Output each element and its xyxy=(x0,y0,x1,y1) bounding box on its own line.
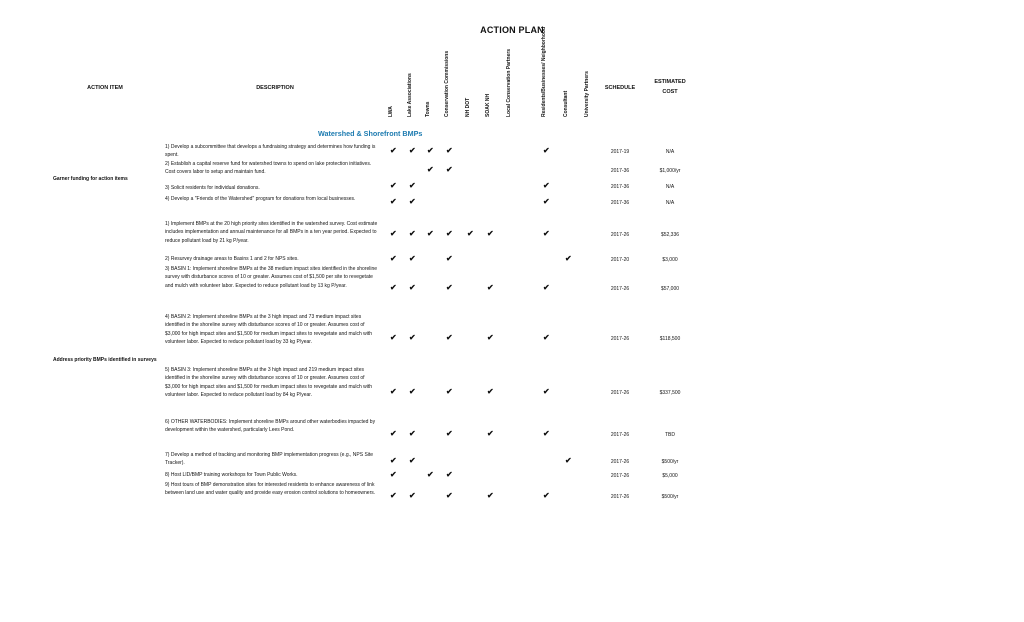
header-partner: SOAK NH xyxy=(485,93,491,117)
check-icon: ✔ xyxy=(446,429,453,438)
header-action-item: ACTION ITEM xyxy=(87,85,123,91)
check-icon: ✔ xyxy=(565,456,572,465)
row-description: 2) Resurvey drainage areas to Basins 1 and 2 for NPS sites. xyxy=(165,256,299,262)
row-cost: $5,000 xyxy=(662,473,678,479)
row-description: 2) Establish a capital reserve fund for watershed towns to spend on lake protection initiatives. Cost covers labor to setup and maintain fund. xyxy=(165,161,372,176)
check-icon: ✔ xyxy=(390,387,397,396)
row-cost: $52,336 xyxy=(660,232,680,238)
row-description: 3) BASIN 1: Implement shoreline BMPs at the 38 medium impact sites identified in the shoreline survey with disturbance scores of 10 or greater. Assumes cost of $1,500 per site to revegetate and mulch with volunteer labor. Expected to reduce pollutant load by 13 kg P/year. xyxy=(165,266,378,289)
check-icon: ✔ xyxy=(390,146,397,155)
check-icon: ✔ xyxy=(446,229,453,238)
row-cost: TBD xyxy=(665,432,675,438)
header-partner: Conservation Commissions xyxy=(444,50,450,117)
check-icon: ✔ xyxy=(487,229,494,238)
check-icon: ✔ xyxy=(487,491,494,500)
check-icon: ✔ xyxy=(409,333,416,342)
row-schedule: 2017-20 xyxy=(610,257,630,263)
page-title: ACTION PLAN xyxy=(480,25,544,35)
row-schedule: 2017-26 xyxy=(610,459,630,465)
check-icon: ✔ xyxy=(409,181,416,190)
header-partner: Residents/Businesses/ Neighborhood xyxy=(541,26,547,117)
check-icon: ✔ xyxy=(446,387,453,396)
group-label-bmps: Address priority BMPs identified in surveys xyxy=(53,357,157,363)
check-icon: ✔ xyxy=(487,387,494,396)
header-partner: LWA xyxy=(388,106,394,117)
check-icon: ✔ xyxy=(409,254,416,263)
row-schedule: 2017-26 xyxy=(610,336,630,342)
group-label-funding: Garner funding for action items xyxy=(53,176,128,182)
check-icon: ✔ xyxy=(427,470,434,479)
check-icon: ✔ xyxy=(467,229,474,238)
row-schedule: 2017-26 xyxy=(610,232,630,238)
header-schedule: SCHEDULE xyxy=(604,85,636,91)
check-icon: ✔ xyxy=(565,254,572,263)
check-icon: ✔ xyxy=(390,197,397,206)
check-icon: ✔ xyxy=(390,254,397,263)
check-icon: ✔ xyxy=(390,491,397,500)
header-description: DESCRIPTION xyxy=(256,85,294,91)
check-icon: ✔ xyxy=(390,229,397,238)
header-partner: University Partners xyxy=(584,71,590,117)
check-icon: ✔ xyxy=(446,283,453,292)
check-icon: ✔ xyxy=(446,165,453,174)
header-partner: Lake Associations xyxy=(407,73,413,117)
check-icon: ✔ xyxy=(543,333,550,342)
row-cost: $500/yr xyxy=(661,494,679,500)
row-schedule: 2017-36 xyxy=(610,168,630,174)
row-schedule: 2017-19 xyxy=(610,149,630,155)
row-schedule: 2017-26 xyxy=(610,494,630,500)
row-description: 5) BASIN 3: Implement shoreline BMPs at the 3 high impact and 219 medium impact sites identified in the shoreline survey with disturbance scores of 10 or greater. Assumes cost of $3,000 for high impact sites and $1,500 for medium impact sites to revegetate and mulch with volunteer labor. Expected to reduce pollutant load by 84 kg P/year. xyxy=(165,367,373,399)
row-cost: N/A xyxy=(665,149,675,155)
row-cost: $3,000 xyxy=(662,257,678,263)
row-description: 8) Host LID/BMP training workshops for Town Public Works. xyxy=(165,472,298,478)
check-icon: ✔ xyxy=(390,181,397,190)
check-icon: ✔ xyxy=(543,429,550,438)
check-icon: ✔ xyxy=(446,146,453,155)
row-description: 7) Develop a method of tracking and monitoring BMP implementation progress (e.g., NPS Site Tracker). xyxy=(165,452,374,467)
row-schedule: 2017-26 xyxy=(610,390,630,396)
check-icon: ✔ xyxy=(409,283,416,292)
check-icon: ✔ xyxy=(390,429,397,438)
row-schedule: 2017-26 xyxy=(610,432,630,438)
row-description: 1) Implement BMPs at the 20 high priority sites identified in the watershed survey. Cost estimate includes implementation and annual maintenance for all BMPs in a ten year period. Expected to reduce pollutant load by 21 kg P/year. xyxy=(165,221,378,244)
check-icon: ✔ xyxy=(446,333,453,342)
header-partner: Consultant xyxy=(563,90,569,117)
header-partner: Local Conservation Partners xyxy=(506,48,512,117)
section-title: Watershed & Shorefront BMPs xyxy=(318,129,423,138)
row-cost: $57,000 xyxy=(660,286,680,292)
check-icon: ✔ xyxy=(409,229,416,238)
check-icon: ✔ xyxy=(390,283,397,292)
check-icon: ✔ xyxy=(487,333,494,342)
check-icon: ✔ xyxy=(409,429,416,438)
header-cost-line2: COST xyxy=(662,89,678,95)
row-schedule: 2017-26 xyxy=(610,473,630,479)
row-description: 1) Develop a subcommittee that develops a fundraising strategy and determines how funding is spent. xyxy=(165,144,376,159)
row-description: 4) Develop a "Friends of the Watershed" program for donations from local businesses. xyxy=(165,196,356,202)
check-icon: ✔ xyxy=(427,165,434,174)
check-icon: ✔ xyxy=(446,470,453,479)
row-schedule: 2017-26 xyxy=(610,286,630,292)
check-icon: ✔ xyxy=(543,229,550,238)
header-cost-line1: ESTIMATED xyxy=(654,79,686,85)
check-icon: ✔ xyxy=(409,491,416,500)
row-schedule: 2017-36 xyxy=(610,200,630,206)
row-description: 9) Host tours of BMP demonstration sites for interested residents to enhance awareness of link between land use and water quality and provide easy erosion control solutions to homeowners. xyxy=(165,482,376,497)
check-icon: ✔ xyxy=(409,456,416,465)
check-icon: ✔ xyxy=(390,470,397,479)
row-description: 6) OTHER WATERBODIES: Implement shoreline BMPs around other waterbodies impacted by development within the watershed, particularly Lees Pond. xyxy=(165,419,376,434)
check-icon: ✔ xyxy=(427,229,434,238)
row-cost: $118,500 xyxy=(659,336,681,342)
check-icon: ✔ xyxy=(543,197,550,206)
row-schedule: 2017-36 xyxy=(610,184,630,190)
check-icon: ✔ xyxy=(487,429,494,438)
header-partner: Towns xyxy=(425,101,431,117)
row-description: 3) Solicit residents for individual donations. xyxy=(165,185,260,191)
check-icon: ✔ xyxy=(543,181,550,190)
check-icon: ✔ xyxy=(390,333,397,342)
check-icon: ✔ xyxy=(409,387,416,396)
header-partner: NH DOT xyxy=(465,97,471,117)
check-icon: ✔ xyxy=(543,491,550,500)
check-icon: ✔ xyxy=(487,283,494,292)
row-cost: $337,500 xyxy=(659,390,681,396)
check-icon: ✔ xyxy=(446,491,453,500)
row-description: 4) BASIN 2: Implement shoreline BMPs at the 3 high impact and 73 medium impact sites identified in the shoreline survey with disturbance scores of 10 or greater. Assumes cost of $3,000 for high impact sites and $1,500 for medium impact sites to revegetate and mulch with volunteer labor. Expected to reduce pollutant load by 33 kg P/year. xyxy=(165,314,373,346)
check-icon: ✔ xyxy=(543,146,550,155)
row-cost: N/A xyxy=(665,200,675,206)
check-icon: ✔ xyxy=(427,146,434,155)
row-cost: $500/yr xyxy=(661,459,679,465)
check-icon: ✔ xyxy=(390,456,397,465)
check-icon: ✔ xyxy=(446,254,453,263)
check-icon: ✔ xyxy=(409,146,416,155)
check-icon: ✔ xyxy=(543,283,550,292)
check-icon: ✔ xyxy=(409,197,416,206)
check-icon: ✔ xyxy=(543,387,550,396)
row-cost: N/A xyxy=(665,184,675,190)
row-cost: $1,000/yr xyxy=(659,168,681,174)
